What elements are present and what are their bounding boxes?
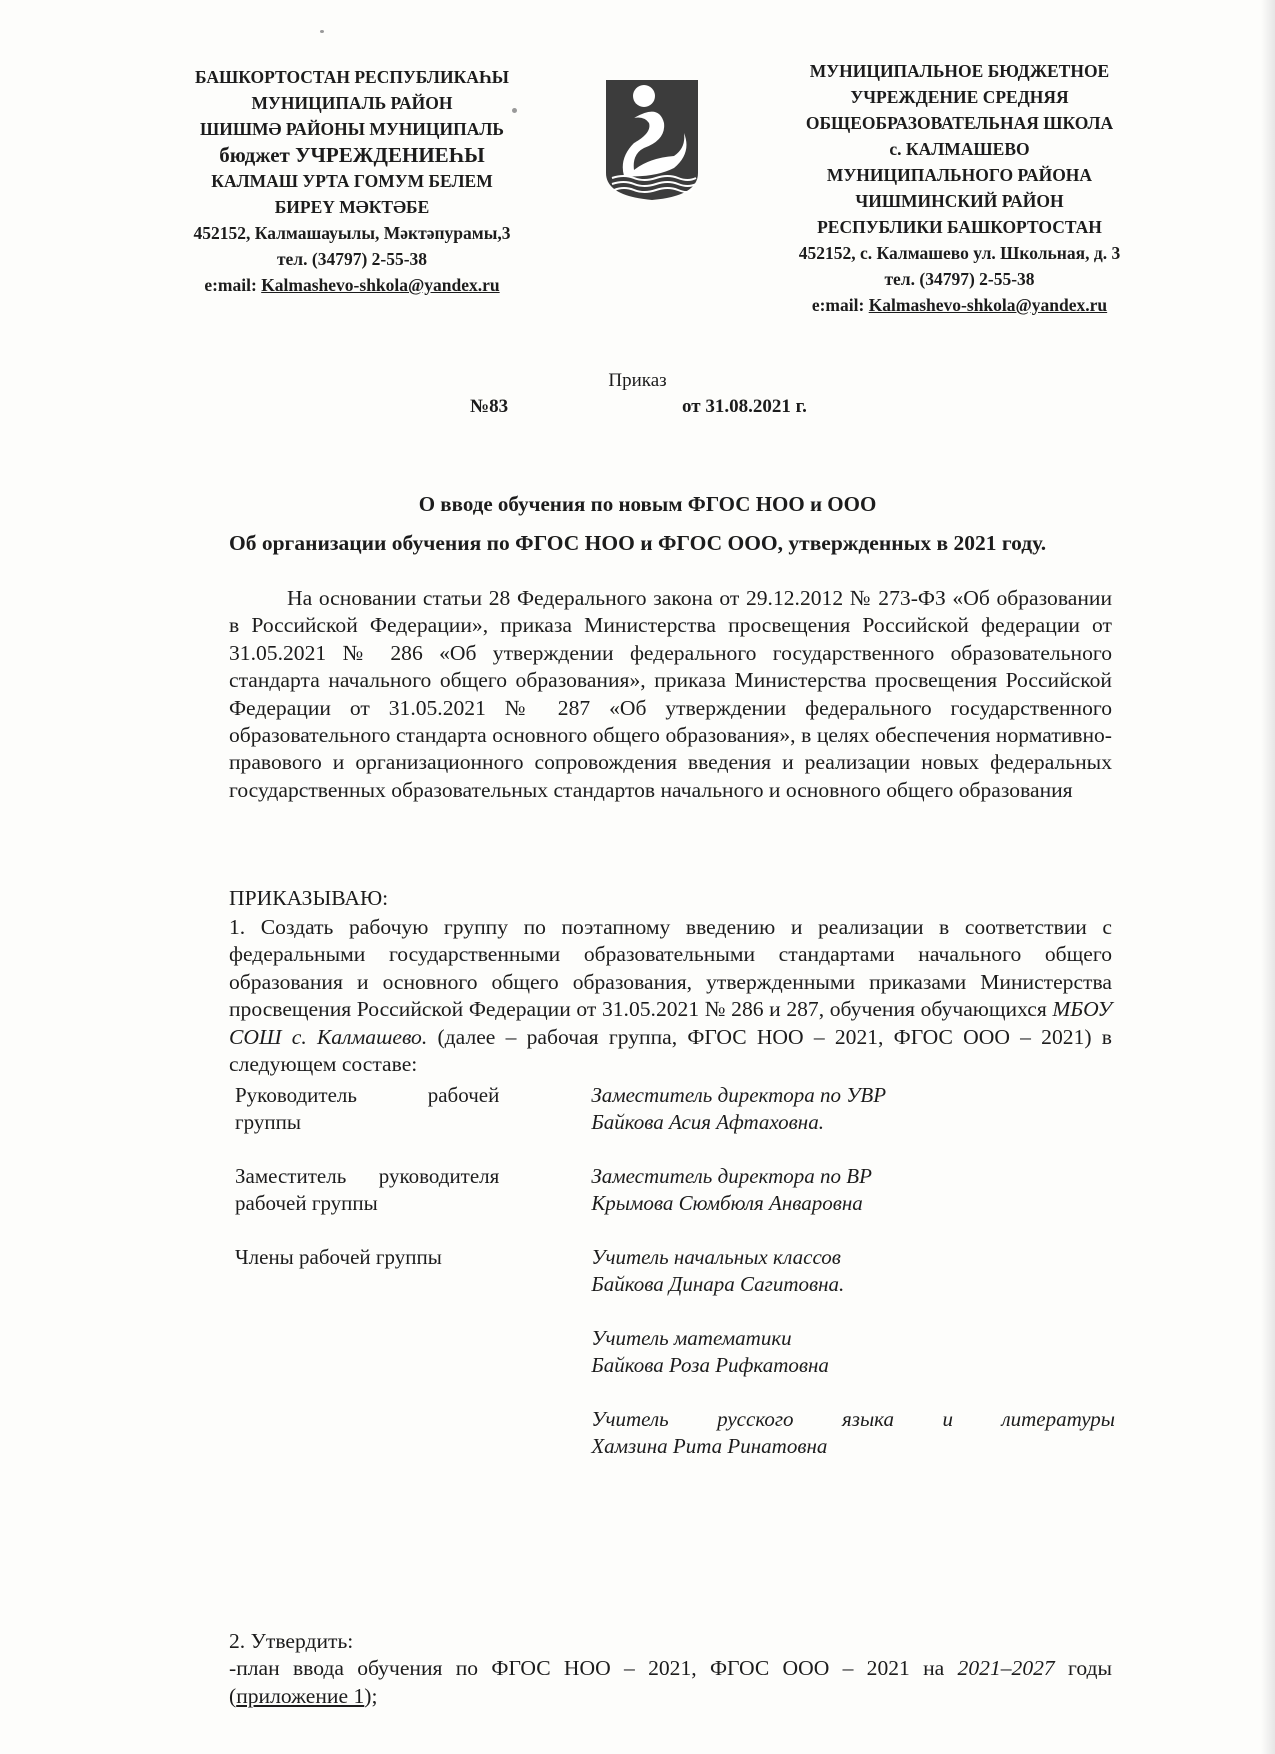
header-line: ОБЩЕОБРАЗОВАТЕЛЬНАЯ ШКОЛА bbox=[805, 113, 1114, 133]
plan-text: -план ввода обучения по ФГОС НОО – 2021, ФГОС ООО – 2021 на bbox=[229, 1656, 958, 1681]
member-position: Учитель русского языка и литературы bbox=[591, 1407, 1115, 1431]
header-line: БАШКОРТОСТАН РЕСПУБЛИКАҺЫ bbox=[195, 67, 509, 87]
header-address: 452152, с. Калмашево ул. Школьная, д. 3 bbox=[798, 243, 1121, 263]
member-position: Заместитель директора по ВР bbox=[591, 1164, 872, 1188]
header-line: МУНИЦИПАЛЬНОЕ БЮДЖЕТНОЕ bbox=[809, 61, 1110, 81]
header-address: 452152, Калмашауылы, Мәктәпурамы,3 bbox=[193, 223, 511, 243]
member bbox=[591, 1244, 1115, 1298]
item-1-text-end: (далее – рабочая группа, ФГОС НОО – 2021, ФГОС ООО – 2021) в следующем составе: bbox=[229, 1024, 1112, 1077]
item-1-paragraph bbox=[229, 914, 1112, 1078]
item-2-paragraph bbox=[229, 1628, 1112, 1710]
document-title: О вводе обучения по новым ФГОС НОО и ООО bbox=[418, 492, 877, 516]
header-line: УЧРЕЖДЕНИЕ СРЕДНЯЯ bbox=[850, 87, 1069, 107]
header-email-row bbox=[152, 272, 552, 298]
header-line: МУНИЦИПАЛЬ РАЙОН bbox=[251, 93, 453, 113]
role-label: Заместитель руководителя рабочей группы bbox=[235, 1164, 500, 1215]
header-line: ШИШМӘ РАЙОНЫ МУНИЦИПАЛЬ bbox=[199, 119, 505, 139]
working-group-table bbox=[235, 1082, 1115, 1514]
member-name: Байкова Роза Рифкатовна bbox=[591, 1353, 829, 1377]
header-phone: тел. (34797) 2-55-38 bbox=[884, 269, 1035, 289]
item-2-heading: 2. Утвердить: bbox=[229, 1629, 354, 1653]
table-row bbox=[235, 1082, 1115, 1136]
member-cell bbox=[591, 1082, 1115, 1136]
appendix-link[interactable]: приложение 1 bbox=[236, 1683, 365, 1708]
email-link[interactable]: Kalmashevo-shkola@yandex.ru bbox=[261, 275, 500, 295]
plan-text-mid: годы ( bbox=[229, 1656, 1112, 1708]
scan-edge-shadow bbox=[1261, 0, 1275, 1754]
member-name: Байкова Асия Афтаховна. bbox=[591, 1110, 824, 1134]
order-date: от 31.08.2021 г. bbox=[682, 396, 807, 417]
order-number: №83 bbox=[470, 396, 509, 417]
header-line: КАЛМАШ УРТА ГОМУМ БЕЛЕМ bbox=[211, 171, 493, 191]
coat-of-arms-icon bbox=[604, 78, 700, 202]
header-line: БИРЕҮ МӘКТӘБЕ bbox=[274, 197, 430, 217]
email-label: e:mail: bbox=[204, 275, 262, 295]
member bbox=[591, 1406, 1115, 1460]
email-link[interactable]: Kalmashevo-shkola@yandex.ru bbox=[868, 295, 1108, 315]
plan-text-end: ); bbox=[364, 1683, 378, 1708]
email-label: e:mail: bbox=[811, 295, 869, 315]
header-line: ЧИШМИНСКИЙ РАЙОН bbox=[855, 191, 1064, 211]
header-left-bashkir bbox=[152, 64, 552, 298]
member-cell bbox=[591, 1244, 1115, 1487]
role-label: Руководитель рабочей группы bbox=[235, 1083, 500, 1134]
header-line: РЕСПУБЛИКИ БАШКОРТОСТАН bbox=[817, 217, 1102, 237]
header-phone: тел. (34797) 2-55-38 bbox=[276, 249, 428, 269]
scan-speck bbox=[512, 108, 517, 113]
header-line: с. КАЛМАШЕВО bbox=[889, 139, 1030, 159]
role-label: Члены рабочей группы bbox=[235, 1245, 442, 1269]
member-position: Учитель математики bbox=[591, 1326, 792, 1350]
member-name: Хамзина Рита Ринатовна bbox=[591, 1434, 828, 1458]
table-row bbox=[235, 1244, 1115, 1487]
header-line: бюджет УЧРЕЖДЕНИЕҺЫ bbox=[219, 143, 485, 167]
document-subtitle: Об организации обучения по ФГОС НОО и ФГОС ООО, утвержденных в 2021 году. bbox=[229, 531, 1047, 555]
header-right-russian bbox=[752, 58, 1167, 318]
member-position: Заместитель директора по УВР bbox=[591, 1083, 887, 1107]
scan-speck bbox=[320, 30, 324, 33]
header-email-row bbox=[752, 292, 1167, 318]
school-name: МБОУ СОШ с. Калмашево. bbox=[229, 997, 1112, 1049]
member-name: Байкова Динара Сагитовна. bbox=[591, 1272, 845, 1296]
order-heading: Приказ bbox=[608, 370, 667, 391]
item-1-text: 1. Создать рабочую группу по поэтапному введению и реализации в соответствии с федеральными государственными образовательными стандартами начального общего образования и основного общего образования, утвержденными приказами Министерства просвещения Российской Федерации от 31.05.2021 № 286 и 287, обучения обучающихся bbox=[229, 915, 1112, 1022]
member-position: Учитель начальных классов bbox=[591, 1245, 841, 1269]
item-2-plan bbox=[229, 1655, 1112, 1710]
order-verb: ПРИКАЗЫВАЮ: bbox=[229, 886, 389, 910]
member bbox=[591, 1325, 1115, 1379]
header-line: МУНИЦИПАЛЬНОГО РАЙОНА bbox=[826, 165, 1093, 185]
preamble-paragraph: На основании статьи 28 Федерального закона от 29.12.2012 № 273-ФЗ «Об образовании в Российской Федерации», приказа Министерства просвещения Российской федерации от 31.05.2021 № 286 «Об утверждении федерального государственного образовательного стандарта начального общего образования», приказа Министерства просвещения Российской Федерации от 31.05.2021 № 287 «Об утверждении федерального государственного образовательного стандарта основного общего образования», в целях обеспечения нормативно-правового и организационного сопровождения введения и реализации новых федеральных государственных образовательных стандартов начального и основного общего образования bbox=[229, 586, 1112, 802]
plan-years: 2021–2027 bbox=[957, 1656, 1055, 1681]
member-name: Крымова Сюмбюля Анваровна bbox=[591, 1191, 863, 1215]
member-cell bbox=[591, 1163, 1115, 1217]
table-row bbox=[235, 1163, 1115, 1217]
